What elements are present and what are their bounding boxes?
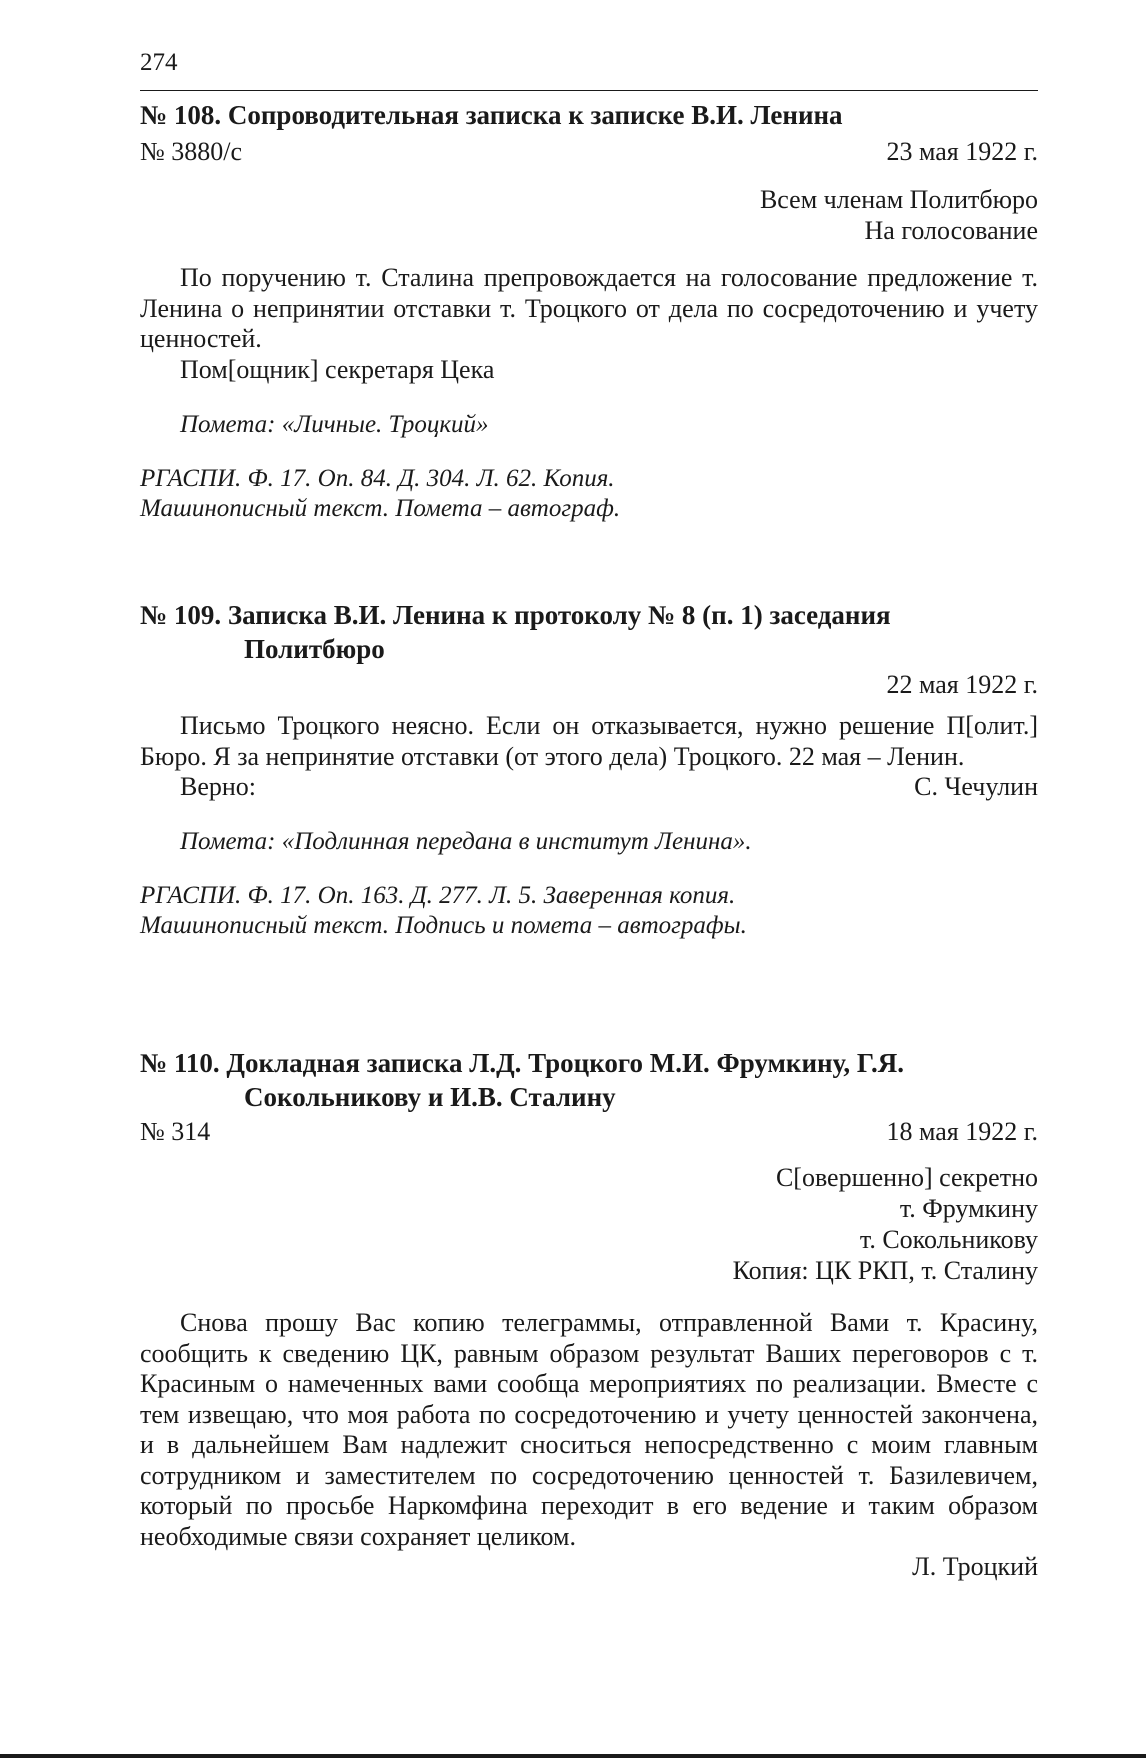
doc-108-signature: Пом[ощник] секретаря Цека [180,354,495,384]
doc-108-address [140,184,1038,246]
doc-109-date: 22 мая 1922 г. [886,670,1038,699]
doc-110-number: № 314 [140,1117,211,1146]
doc-108-archive [140,464,1038,524]
doc-108-number: № 3880/с [140,137,243,166]
document-110 [140,1046,1038,1583]
doc-109-body: Письмо Троцкого неясно. Если он отказывается, нужно решение П[олит.] Бюро. Я за непринятие отставки (от этого дела) Троцкого. 22 мая – Ленин. [140,711,1038,771]
doc-108-meta [140,136,1038,168]
document-109 [140,598,1038,941]
doc-108-body: По поручению т. Сталина препровождается на голосование предложение т. Ленина о непринятии отставки т. Троцкого от дела по сосредоточению и учету ценностей. [140,263,1038,353]
doc-109-verified-name: С. Чечулин [914,772,1038,801]
archive-line: Машинописный текст. Помета – автограф. [140,495,621,522]
document-108 [140,98,1038,524]
page-number: 274 [140,49,178,76]
doc-108-address-line: На голосование [864,216,1038,245]
doc-110-signature: Л. Троцкий [912,1552,1038,1581]
archive-line: РГАСПИ. Ф. 17. Оп. 163. Д. 277. Л. 5. Заверенная копия. [140,881,736,909]
doc-109-verified [140,772,1038,803]
doc-109-title: № 109. Записка В.И. Ленина к протоколу № 8 (п. 1) заседания Политбюро [140,600,891,664]
doc-109-note: Помета: «Подлинная передана в институт Ленина». [180,827,752,855]
archive-line: Машинописный текст. Подпись и помета – автографы. [140,911,747,939]
doc-108-date: 23 мая 1922 г. [886,137,1038,166]
header-rule [140,90,1038,91]
doc-110-address [140,1162,1038,1286]
doc-108-title: № 108. Сопроводительная записка к записке В.И. Ленина [140,100,843,130]
doc-110-meta [140,1116,1038,1148]
doc-110-body: Снова прошу Вас копию телеграммы, отправленной Вами т. Красину, сообщить к сведению ЦК, равным образом результат Ваших переговоров с т. Красиным о намеченных вами сообща мероприятиях по реализации. Вместе с тем извещаю, что моя работа по сосредоточению и учету ценностей закончена, и в дальнейшем Вам надлежит сноситься непосредственно с моим главным сотрудником и заместителем по сосредоточению ценностей т. Базилевичем, который по просьбе Наркомфина переходит в его ведение и таким образом необходимые связи сохраняет целиком. [140,1308,1038,1551]
doc-110-address-line: Копия: ЦК РКП, т. Сталину [732,1256,1038,1285]
doc-110-address-line: т. Сокольникову [859,1225,1038,1254]
doc-109-archive [140,881,1038,941]
doc-110-date: 18 мая 1922 г. [886,1117,1038,1146]
page-bottom-edge [0,1754,1146,1758]
archive-line: РГАСПИ. Ф. 17. Оп. 84. Д. 304. Л. 62. Копия. [140,465,615,492]
doc-108-note: Помета: «Личные. Троцкий» [180,411,489,438]
doc-110-address-line: С[овершенно] секретно [775,1163,1038,1192]
doc-110-title: № 110. Докладная записка Л.Д. Троцкого М.И. Фрумкину, Г.Я. Сокольникову и И.В. Сталину [140,1048,904,1112]
doc-109-verified-label: Верно: [180,772,257,801]
doc-110-address-line: т. Фрумкину [899,1194,1038,1223]
doc-108-address-line: Всем членам Политбюро [759,185,1038,214]
